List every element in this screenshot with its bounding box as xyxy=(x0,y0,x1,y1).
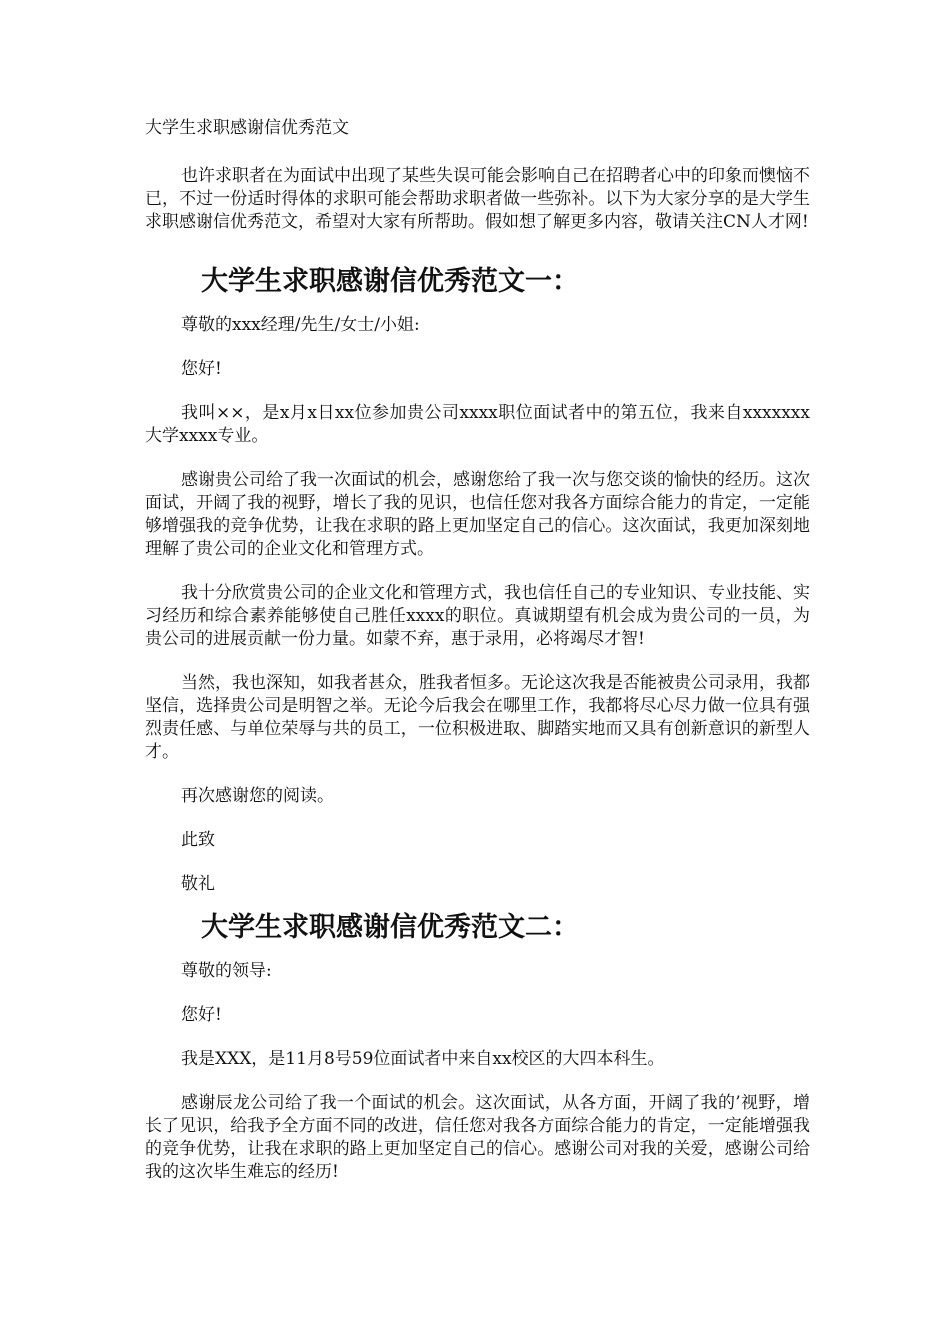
section-one xyxy=(145,264,810,896)
document-body xyxy=(145,117,810,1205)
body-paragraph: 我十分欣赏贵公司的企业文化和管理方式，我也信任自己的专业知识、专业技能、实习经历和综合素养能够使自己胜任xxxx的职位。真诚期望有机会成为贵公司的一员，为贵公司的进展贡献一份力量。如蒙不弃，惠于录用，必将竭尽才智! xyxy=(145,583,810,649)
closing-phrase: 此致 xyxy=(181,830,215,850)
intro-paragraph: 也许求职者在为面试中出现了某些失误可能会影响自己在招聘者心中的印象而懊恼不已，不过一份适时得体的求职可能会帮助求职者做一些弥补。以下为大家分享的是大学生求职感谢信优秀范文，希望对大家有所帮助。假如想了解更多内容，敬请关注CN人才网! xyxy=(145,166,810,232)
closing-salute: 敬礼 xyxy=(181,874,215,894)
body-paragraph: 当然，我也深知，如我者甚众，胜我者恒多。无论这次我是否能被贵公司录用，我都坚信，选择贵公司是明智之举。无论今后我会在哪里工作，我都将尽心尽力做一位具有强烈责任感、与单位荣辱与共的员工，一位积极进取、脚踏实地而又具有创新意识的新型人才。 xyxy=(145,673,810,762)
body-paragraph: 我是XXX，是11月8号59位面试者中来自xx校区的大四本科生。 xyxy=(181,1049,665,1069)
greeting: 您好! xyxy=(181,1005,222,1025)
salutation: 尊敬的领导: xyxy=(181,961,272,981)
salutation: 尊敬的xxx经理/先生/女士/小姐: xyxy=(181,315,420,335)
section-heading: 大学生求职感谢信优秀范文一： xyxy=(201,266,579,297)
greeting: 您好! xyxy=(181,359,222,379)
document-title: 大学生求职感谢信优秀范文 xyxy=(145,118,349,138)
section-heading: 大学生求职感谢信优秀范文二： xyxy=(201,912,579,943)
section-two xyxy=(145,910,810,1184)
body-paragraph: 感谢贵公司给了我一次面试的机会，感谢您给了我一次与您交谈的愉快的经历。这次面试，开阔了我的视野，增长了我的见识，也信任您对我各方面综合能力的肯定，一定能够增强我的竞争优势，让我在求职的路上更加坚定自己的信心。这次面试，我更加深刻地理解了贵公司的企业文化和管理方式。 xyxy=(145,470,810,559)
body-paragraph: 我叫××，是x月x日xx位参加贵公司xxxx职位面试者中的第五位，我来自xxxxxxx大学xxxx专业。 xyxy=(145,403,810,446)
body-paragraph: 感谢辰龙公司给了我一个面试的机会。这次面试，从各方面，开阔了我的’视野，增长了见识，给我予全方面不同的改进，信任您对我各方面综合能力的肯定，一定能增强我的竞争优势，让我在求职的路上更加坚定自己的信心。感谢公司对我的关爱，感谢公司给我的这次毕生难忘的经历! xyxy=(145,1093,810,1182)
closing-line: 再次感谢您的阅读。 xyxy=(181,786,334,806)
